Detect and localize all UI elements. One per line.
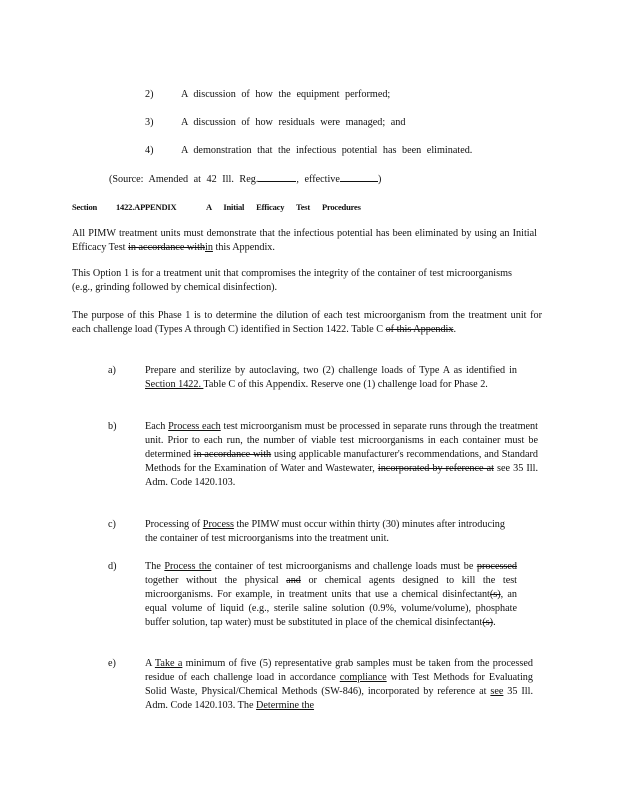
deleted-text: in accordance with xyxy=(128,242,205,253)
inserted-text: in xyxy=(205,242,213,253)
inserted-text: see xyxy=(490,686,504,697)
text: Processing of xyxy=(145,519,203,530)
text: Prepare and sterilize by autoclaving, two (2) challenge loads of Type A as identified in xyxy=(145,365,517,376)
list-number: 4) xyxy=(145,145,154,156)
list-text: A discussion of how residuals were managed; and xyxy=(181,117,406,128)
text: the PIMW must occur within thirty (30) minutes after introducing the container of test microorganisms into the treatment unit. xyxy=(145,519,505,544)
text: Each xyxy=(145,421,169,432)
list-number: d) xyxy=(108,561,117,572)
step-b xyxy=(145,420,538,490)
text: using applicable manufacturer's recommendations, and Standard Methods for the Examination of Water and Wastewater, xyxy=(145,449,538,474)
list-number: 3) xyxy=(145,117,154,128)
source-close: ) xyxy=(377,174,382,185)
inserted-text: Process the xyxy=(164,561,212,572)
text: with Test Methods for Evaluating Solid Waste, Physical/Chemical Methods (SW-846), incorporated by reference at xyxy=(145,672,533,697)
list-text: A demonstration that the infectious potential has been eliminated. xyxy=(181,145,473,156)
blank-line xyxy=(340,171,378,182)
inserted-text: compliance xyxy=(339,672,387,683)
step-e xyxy=(145,657,533,713)
deleted-text: processed xyxy=(476,561,518,572)
text: test microorganism must be processed in separate runs through the treatment unit. Prior to each run, the number of viable test microorganisms in each container must be determined xyxy=(145,421,538,460)
deleted-text: in accordance with xyxy=(193,449,272,460)
text: see 35 Ill. Adm. Code 1420.103. xyxy=(145,463,538,488)
text: together without the physical xyxy=(145,575,287,586)
blank-line xyxy=(258,171,296,182)
text: A xyxy=(145,658,155,669)
source-note xyxy=(109,171,439,187)
deleted-text: (s) xyxy=(482,617,494,628)
text: The xyxy=(145,561,165,572)
text: . xyxy=(453,324,457,335)
deleted-text: and xyxy=(286,575,301,586)
list-text: A discussion of how the equipment performed; xyxy=(181,89,391,100)
text: 35 Ill. Adm. Code 1420.103. The xyxy=(145,686,533,711)
text: or chemical agents designed to kill the test microorganisms. For example, in treatment units that use a chemical disinfectant xyxy=(145,575,518,600)
inserted-text: Take a xyxy=(154,658,183,669)
text: minimum of five (5) representative grab samples must be taken from the processed residue of each challenge load in accordance xyxy=(145,658,533,683)
text: Table C of this Appendix. Reserve one (1) challenge load for Phase 2. xyxy=(203,379,488,390)
deleted-text: of this Appendix xyxy=(385,324,454,335)
step-d xyxy=(145,560,517,630)
step-a xyxy=(145,364,517,392)
text: , an equal volume of liquid (e.g., sterile saline solution (0.9%, volume/volume), phosphate buffer solution, tap water) must be substituted in place of the chemical disinfectant xyxy=(145,589,517,628)
paragraph-purpose xyxy=(72,309,542,337)
list-number: e) xyxy=(108,658,116,669)
source-text: (Source: Amended at 42 Ill. Reg. xyxy=(109,174,259,185)
list-number: c) xyxy=(108,519,116,530)
list-number: 2) xyxy=(145,89,154,100)
inserted-text: Process xyxy=(202,519,234,530)
source-effective: , effective xyxy=(296,174,340,185)
section-label: Section xyxy=(72,202,98,212)
list-number: a) xyxy=(108,365,116,376)
text: . xyxy=(493,617,496,628)
deleted-text: (s) xyxy=(489,589,501,600)
inserted-text: Section 1422. xyxy=(145,379,204,390)
paragraph-intro xyxy=(72,227,537,255)
text: container of test microorganisms and challenge loads must be xyxy=(211,561,477,572)
text: All PIMW treatment units must demonstrate that the infectious potential has been eliminated by using an Initial Efficacy Test xyxy=(72,228,537,253)
inserted-text: Determine the xyxy=(256,700,315,711)
text: The purpose of this Phase 1 is to determine the dilution of each test microorganism from the treatment unit for each challenge load (Types A through C) identified in Section 1422. Table C xyxy=(72,310,542,335)
deleted-text: incorporated by reference at xyxy=(377,463,494,474)
inserted-text: Process each xyxy=(168,421,221,432)
section-number: 1422.APPENDIX xyxy=(116,202,177,212)
section-title: A Initial Efficacy Test Procedures xyxy=(206,202,361,212)
step-c xyxy=(145,518,505,546)
list-number: b) xyxy=(108,421,117,432)
text: this Appendix. xyxy=(212,242,275,253)
paragraph-option: This Option 1 is for a treatment unit that compromises the integrity of the container of test microorganisms (e.g., grinding followed by chemical disinfection). xyxy=(72,268,512,293)
